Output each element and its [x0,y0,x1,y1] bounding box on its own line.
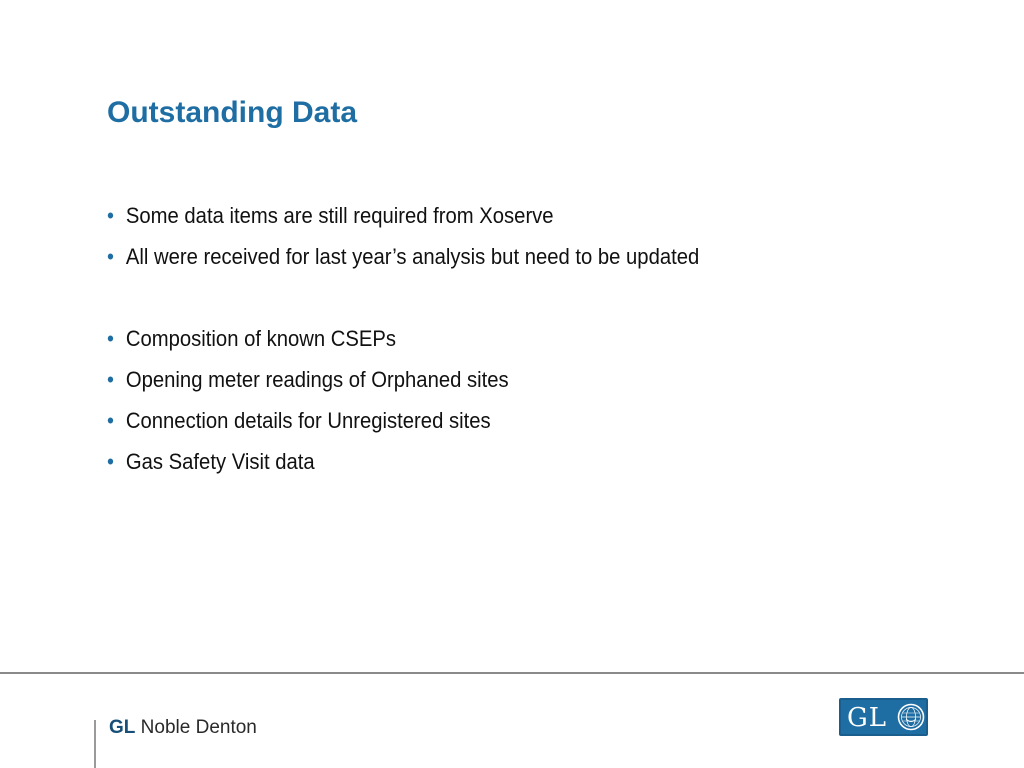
footer-vertical-rule [94,720,96,768]
logo-text: GL [847,703,888,733]
bullet-text: Connection details for Unregistered sites [125,408,491,433]
bullet-item [107,241,699,282]
bullet-spacer [107,282,699,323]
bullet-text: Opening meter readings of Orphaned sites [125,367,509,392]
bullet-marker: • [107,408,114,433]
bullet-item [107,405,699,446]
bullet-item [107,446,699,487]
brand-prefix: GL [109,717,136,738]
brand-name: Noble Denton [140,717,257,738]
bullet-text: Gas Safety Visit data [125,449,315,474]
bullet-text: Some data items are still required from Xoserve [125,203,554,228]
globe-seal-icon [897,703,925,731]
bullet-item [107,323,699,364]
bullet-text: All were received for last year’s analysis but need to be updated [125,244,700,269]
brand-wordmark [109,717,257,739]
slide-title: Outstanding Data [107,96,358,129]
bullet-marker: • [107,367,114,392]
bullet-list [107,200,699,487]
bullet-marker: • [107,326,114,351]
bullet-marker: • [107,203,114,228]
footer-divider [0,672,1024,674]
bullet-marker: • [107,449,114,474]
bullet-text: Composition of known CSEPs [125,326,397,351]
bullet-item [107,364,699,405]
bullet-item [107,200,699,241]
bullet-marker: • [107,244,114,269]
gl-logo [839,698,928,736]
